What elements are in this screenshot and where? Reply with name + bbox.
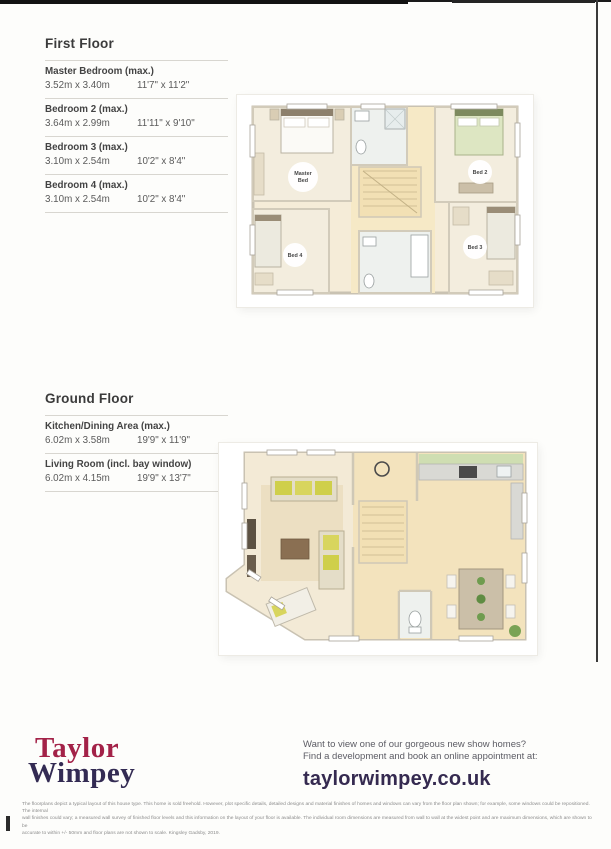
room-name: Kitchen/Dining Area (max.): [45, 421, 170, 432]
ground-floor-plan: [219, 443, 537, 655]
spec-row-bedroom-4: [45, 174, 228, 213]
room-imperial: 11'7" x 11'2": [137, 80, 190, 91]
label-master-bed: [288, 162, 318, 192]
disclaimer-line-2: wall finishes could vary; a measured wall survey of finished floor levels and this information on the layout of your floor is available. The individual room dimensions are measured from wall to wall at the widest point and are maximum dimensions, which are shown to be: [22, 816, 592, 829]
spec-row-bedroom-2: [45, 98, 228, 136]
spec-row-bedroom-3: [45, 136, 228, 174]
disclaimer-line-1: The floorplans depict a typical layout of this house type. This home is sold freehold. However, plot specific details, detailed designs and material finishes of homes and windows can vary from the floor plan shown; for example, some windows could be repositioned. The internal: [22, 802, 590, 815]
room-metric: 3.64m x 2.99m: [45, 118, 110, 129]
room-imperial: 11'11" x 9'10": [137, 118, 195, 129]
wc-fixtures: [400, 592, 430, 638]
label-bed-2: [468, 160, 492, 184]
room-name: Bedroom 4 (max.): [45, 180, 128, 191]
spec-row-living-room: [45, 453, 228, 492]
room-metric: 6.02m x 4.15m: [45, 473, 110, 484]
first-floor-plan: [237, 95, 533, 307]
room-metric: 6.02m x 3.58m: [45, 435, 110, 446]
room-metric: 3.10m x 2.54m: [45, 194, 110, 205]
promo-line-2: Find a development and book an online appointment at:: [303, 750, 538, 762]
svg-text:Bed 4: Bed 4: [287, 253, 303, 259]
room-name: Master Bedroom (max.): [45, 66, 154, 77]
svg-text:Bed 3: Bed 3: [467, 245, 483, 251]
legal-disclaimer: [22, 801, 594, 837]
room-metric: 3.52m x 3.40m: [45, 80, 110, 91]
promo-line-1: Want to view one of our gorgeous new show homes?: [303, 739, 527, 750]
disclaimer-line-3: accurate to within +/- 50mm and floor plans are not shown to scale. Kingsley Gadsby, 2019.: [22, 830, 220, 836]
room-imperial: 10'2" x 8'4": [137, 156, 186, 167]
staircase: [359, 167, 421, 217]
room-name: Bedroom 3 (max.): [45, 142, 128, 153]
spec-row-master-bedroom: [45, 60, 228, 98]
scan-artifact-top-edge-right: [452, 0, 595, 3]
scan-artifact-left-mark: [6, 816, 10, 831]
taylor-wimpey-logo: [28, 732, 136, 789]
label-bed-3: [463, 235, 487, 259]
label-bed-4: [283, 243, 307, 267]
first-floor-plan-drawing: [237, 95, 533, 307]
website-url: taylorwimpey.co.uk: [303, 768, 491, 790]
ground-floor-plan-drawing: [219, 443, 537, 655]
room-name: Bedroom 2 (max.): [45, 104, 128, 115]
room-imperial: 10'2" x 8'4": [137, 194, 186, 205]
scan-artifact-right-line: [596, 0, 598, 662]
room-metric: 3.10m x 2.54m: [45, 156, 110, 167]
ground-floor-specs: [45, 391, 228, 492]
ground-floor-title: Ground Floor: [45, 391, 134, 406]
svg-text:Bed: Bed: [297, 178, 309, 184]
room-imperial: 19'9" x 11'9": [137, 435, 191, 446]
svg-text:Bed 2: Bed 2: [472, 170, 488, 176]
room-name: Living Room (incl. bay window): [45, 459, 192, 470]
logo-word-wimpey: Wimpey: [28, 757, 136, 789]
room-imperial: 19'9" x 13'7": [137, 473, 191, 484]
scan-artifact-top-edge-thick: [0, 0, 408, 4]
logo-word-taylor: Taylor: [35, 732, 120, 764]
staircase: [359, 501, 407, 563]
footer-promo: [303, 739, 538, 791]
spec-row-kitchen-dining: [45, 415, 228, 453]
svg-text:Master: Master: [294, 171, 312, 177]
first-floor-specs: [45, 36, 228, 213]
first-floor-title: First Floor: [45, 36, 114, 51]
